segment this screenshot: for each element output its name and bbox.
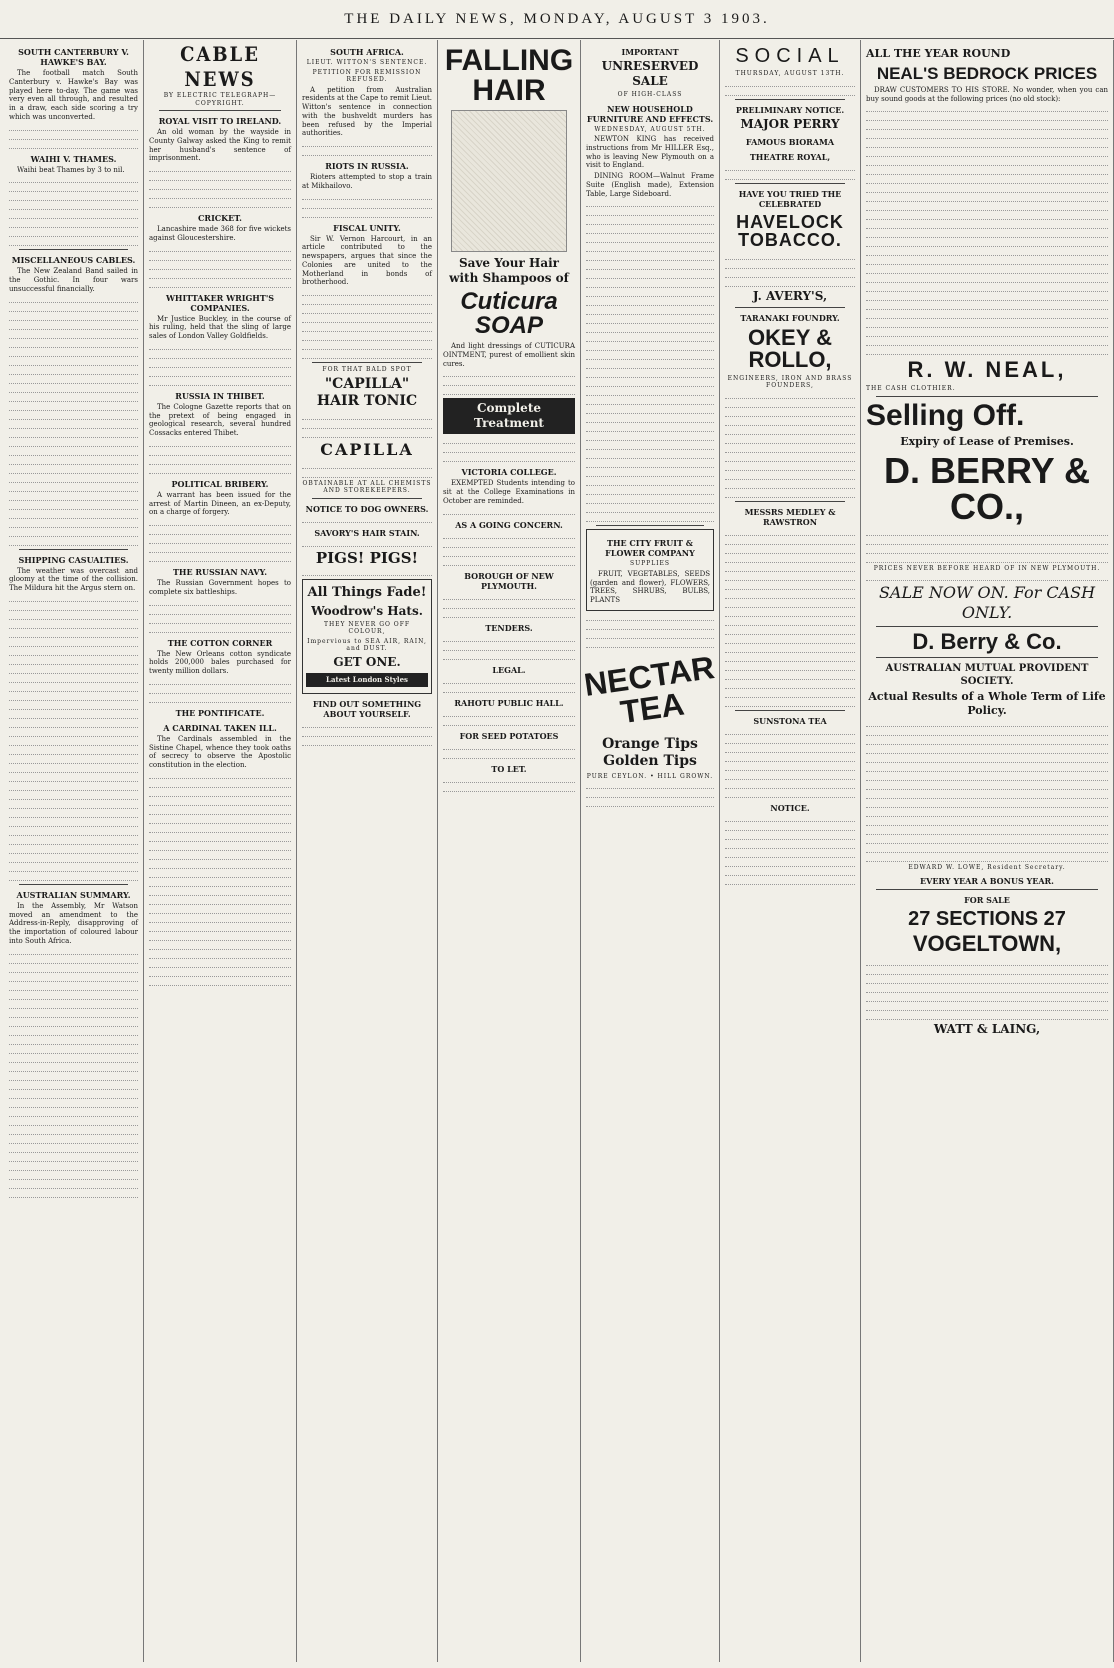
headline: LEGAL. — [492, 664, 526, 675]
ad-headline: FIND OUT SOMETHING ABOUT YOURSELF. — [312, 699, 422, 720]
column-4 — [438, 40, 581, 1662]
headline: WHITTAKER WRIGHT'S COMPANIES. — [165, 292, 275, 313]
ad-headline: HAVE YOU TRIED THE CELEBRATED — [738, 188, 842, 209]
article-text: In the Assembly, Mr Watson moved an amendment to the Address-in-Reply, disapproving of the importation of coloured labour into South Africa. — [9, 901, 138, 945]
ad-headline: Actual Results of a Whole Term of Life Policy. — [868, 690, 1106, 717]
ad-text: And light dressings of CUTICURA OINTMENT, purest of emollient skin cures. — [443, 342, 575, 368]
ad-headline: "CAPILLA" HAIR TONIC — [316, 375, 418, 409]
ad-headline: R. W. NEAL, — [907, 357, 1067, 383]
ad-headline: MAJOR PERRY — [740, 116, 840, 131]
column-7 — [861, 40, 1114, 1662]
portrait-illustration — [451, 110, 567, 252]
ad-headline: FALLING HAIR — [444, 44, 574, 107]
section-subtitle: BY ELECTRIC TELEGRAPH—COPYRIGHT. — [163, 92, 277, 107]
article-text: An old woman by the wayside in County Galway asked the King to remit her husband's sentence of imprisonment. — [149, 128, 291, 163]
headline: POLITICAL BRIBERY. — [171, 478, 269, 489]
headline: FOR SEED POTATOES — [459, 730, 559, 741]
ad-headline: Woodrow's Hats. — [311, 603, 423, 618]
headline: A CARDINAL TAKEN ILL. — [163, 722, 277, 733]
ad-text: DINING ROOM—Walnut Frame Suite (English made), Extension Table, Large Sideboard. — [586, 172, 714, 198]
ad-line: WEDNESDAY, AUGUST 5TH. — [594, 125, 706, 133]
section-title: CABLE NEWS — [180, 42, 260, 91]
ad-headline: CAPILLA — [320, 439, 414, 459]
article-text: The New Orleans cotton syndicate holds 200,000 bales purchased for twenty million dollars. — [149, 649, 291, 675]
column-6 — [720, 40, 861, 1662]
column-5 — [581, 40, 720, 1662]
ad-headline: SAVORY'S HAIR STAIN. — [314, 527, 420, 538]
ad-headline: FAMOUS BIORAMA — [745, 136, 835, 147]
article-text: A warrant has been issued for the arrest of Martin Dineen, an ex-Deputy, on a charge of forgery. — [149, 490, 291, 517]
headline: WAIHI V. THAMES. — [30, 153, 117, 164]
ad-headline: ALL THE YEAR ROUND — [866, 47, 1011, 60]
article-text: Sir W. Vernon Harcourt, in an article contributed to the newspapers, argues that since the Colonies are united to the Motherland in bonds of brotherhood. — [302, 234, 432, 287]
ad-line: PURE CEYLON. • HILL GROWN. — [586, 772, 714, 780]
notice-text: EXEMPTED Students intending to sit at the College Examinations in October are reminded. — [443, 479, 575, 505]
ad-headline: IMPORTANT — [621, 47, 679, 57]
headline: SOUTH CANTERBURY V. HAWKE'S BAY. — [18, 47, 129, 67]
ad-line: OBTAINABLE AT ALL CHEMISTS AND STOREKEEPERS. — [302, 479, 432, 494]
headline: FISCAL UNITY. — [333, 222, 401, 233]
article-text: The New Zealand Band sailed in the Gothic. In four wars unsuccessful financially. — [9, 267, 138, 293]
ad-headline: Expiry of Lease of Premises. — [900, 434, 1074, 448]
article-text: Rioters attempted to stop a train at Mikhailovo. — [302, 173, 432, 190]
ad-headline: NECTAR TEA — [581, 648, 717, 730]
headline: BOROUGH OF NEW PLYMOUTH. — [464, 570, 554, 591]
headline: AUSTRALIAN SUMMARY. — [16, 889, 131, 900]
ad-line: EDWARD W. LOWE, Resident Secretary. — [908, 863, 1066, 871]
ad-line: PRICES NEVER BEFORE HEARD OF IN NEW PLYMOUTH. — [873, 564, 1101, 572]
article-text: Lancashire made 368 for five wickets against Gloucestershire. — [149, 225, 291, 242]
ad-headline: UNRESERVED SALE — [601, 59, 699, 88]
ad-headline: VOGELTOWN, — [912, 931, 1062, 956]
ad-line: FOR THAT BALD SPOT — [322, 366, 412, 373]
article-text: The Russian Government hopes to complete six battleships. — [149, 579, 291, 596]
ad-line: OF HIGH-CLASS — [617, 91, 683, 98]
headline: TO LET. — [491, 763, 527, 774]
woodrow-ad — [302, 579, 432, 694]
ad-headline: D. BERRY & CO., — [883, 449, 1091, 527]
article-text: A petition from Australian residents at the Cape to remit Lieut. Witton's sentence in connection with the bushveldt murders has been refused by the Imperial authorities. — [302, 85, 432, 138]
ad-headline: Selling Off. — [866, 398, 1025, 432]
ad-headline: J. AVERY'S, — [752, 288, 828, 303]
ad-headline: Orange Tips Golden Tips — [602, 735, 698, 770]
ad-banner: Latest London Styles — [306, 673, 428, 688]
ad-line: SUPPLIES — [629, 560, 671, 568]
ad-headline: FOR SALE — [964, 895, 1010, 905]
ad-line: Impervious to SEA AIR, RAIN, and DUST. — [307, 637, 427, 652]
subheadline: PETITION FOR REMISSION REFUSED. — [312, 68, 422, 83]
ad-headline: SOCIAL — [735, 45, 845, 67]
ad-headline: THE CITY FRUIT & FLOWER COMPANY — [605, 538, 695, 559]
article-text: Mr Justice Buckley, in the course of his ruling, held that the sling of large sales of London Valley Goldfields. — [149, 314, 291, 340]
headline: VICTORIA COLLEGE. — [461, 467, 557, 478]
ad-headline: NEW HOUSEHOLD FURNITURE AND EFFECTS. — [586, 103, 714, 124]
ad-headline: SALE NOW ON. For CASH ONLY. — [878, 583, 1096, 622]
headline: SHIPPING CASUALTIES. — [18, 554, 129, 565]
ad-headline: NOTICE TO DOG OWNERS. — [305, 503, 429, 514]
article-text: The Cologne Gazette reports that on the pretext of being engaged in geological research, several hundred Cossacks entered Thibet. — [149, 402, 291, 437]
column-1 — [4, 40, 144, 1662]
ad-headline: OKEY & ROLLO, — [748, 324, 832, 372]
headline: THE PONTIFICATE. — [175, 707, 265, 718]
subheadline: LIEUT. WITTON'S SENTENCE. — [306, 59, 428, 66]
ad-headline: PIGS! PIGS! — [315, 548, 419, 567]
ad-headline: SUNSTONA TEA — [753, 715, 827, 726]
ad-line: ENGINEERS, IRON AND BRASS FOUNDERS, — [727, 374, 853, 389]
ad-headline: NOTICE. — [770, 802, 810, 813]
article-text: Waihi beat Thames by 3 to nil. — [17, 165, 125, 174]
headline: TENDERS. — [485, 622, 533, 633]
ad-headline: NEAL'S BEDROCK PRICES — [876, 63, 1098, 83]
headline: RIOTS IN RUSSIA. — [325, 161, 409, 171]
ad-headline: Save Your Hair with Shampoos of — [449, 256, 569, 285]
ad-line: THEY NEVER GO OFF COLOUR, — [323, 620, 411, 635]
column-2 — [144, 40, 297, 1662]
headline: ROYAL VISIT TO IRELAND. — [158, 116, 282, 126]
ad-headline: All Things Fade! — [307, 585, 427, 601]
headline: CRICKET. — [198, 213, 242, 223]
ad-text: FRUIT, VEGETABLES, SEEDS (garden and flower), FLOWERS, TREES, SHRUBS, BULBS, PLANTS — [590, 569, 710, 604]
ad-line: THE CASH CLOTHIER. — [866, 385, 956, 393]
ad-text: NEWTON KING has received instructions from Mr HILLER Esq., who is leaving New Plymouth on a visit to England. — [586, 135, 714, 170]
ad-headline: TARANAKI FOUNDRY. — [740, 312, 840, 323]
ad-headline: MESSRS MEDLEY & RAWSTRON — [744, 506, 836, 527]
ad-text: DRAW CUSTOMERS TO HIS STORE. No wonder, when you can buy sound goods at the following prices (no old stock): — [866, 85, 1108, 103]
headline: MISCELLANEOUS CABLES. — [11, 255, 136, 266]
headline: THE COTTON CORNER — [167, 637, 273, 648]
headline: RAHOTU PUBLIC HALL. — [454, 697, 564, 708]
ad-headline: THEATRE ROYAL, — [749, 151, 831, 162]
masthead-title: THE DAILY NEWS, MONDAY, AUGUST 3 1903. — [344, 10, 770, 27]
headline: AS A GOING CONCERN. — [455, 519, 563, 530]
article-text: The Cardinals assembled in the Sistine Chapel, whence they took oaths of secrecy to observe the Apostolic constitution in the election. — [149, 734, 291, 769]
ad-headline: 27 SECTIONS 27 — [908, 908, 1066, 930]
column-3 — [297, 40, 438, 1662]
fruit-company-ad — [586, 529, 714, 611]
ad-headline: AUSTRALIAN MUTUAL PROVIDENT SOCIETY. — [885, 663, 1089, 687]
ad-headline: EVERY YEAR A BONUS YEAR. — [920, 876, 1054, 886]
headline: SOUTH AFRICA. — [330, 47, 404, 57]
masthead — [0, 0, 1114, 39]
article-text: The weather was overcast and gloomy at the time of the collision. The Mildura hit the Argus stern on. — [9, 566, 138, 592]
ad-line: THURSDAY, AUGUST 13TH. — [735, 70, 845, 77]
ad-headline: HAVELOCK TOBACCO. — [736, 211, 844, 250]
ad-headline: D. Berry & Co. — [912, 629, 1062, 654]
ad-banner: Complete Treatment — [443, 398, 575, 434]
headline: RUSSIA IN THIBET. — [175, 390, 265, 401]
headline: THE RUSSIAN NAVY. — [172, 567, 268, 577]
ad-headline: GET ONE. — [333, 654, 401, 669]
ad-headline: PRELIMINARY NOTICE. — [735, 104, 845, 115]
ad-headline: WATT & LAING, — [933, 1022, 1041, 1036]
ad-headline: Cuticura SOAP — [460, 288, 558, 339]
article-text: The football match South Canterbury v. Hawke's Bay was played here to-day. The game was very even all through, and resulted in a draw, each side scoring a try which was unconverted. — [9, 69, 138, 121]
